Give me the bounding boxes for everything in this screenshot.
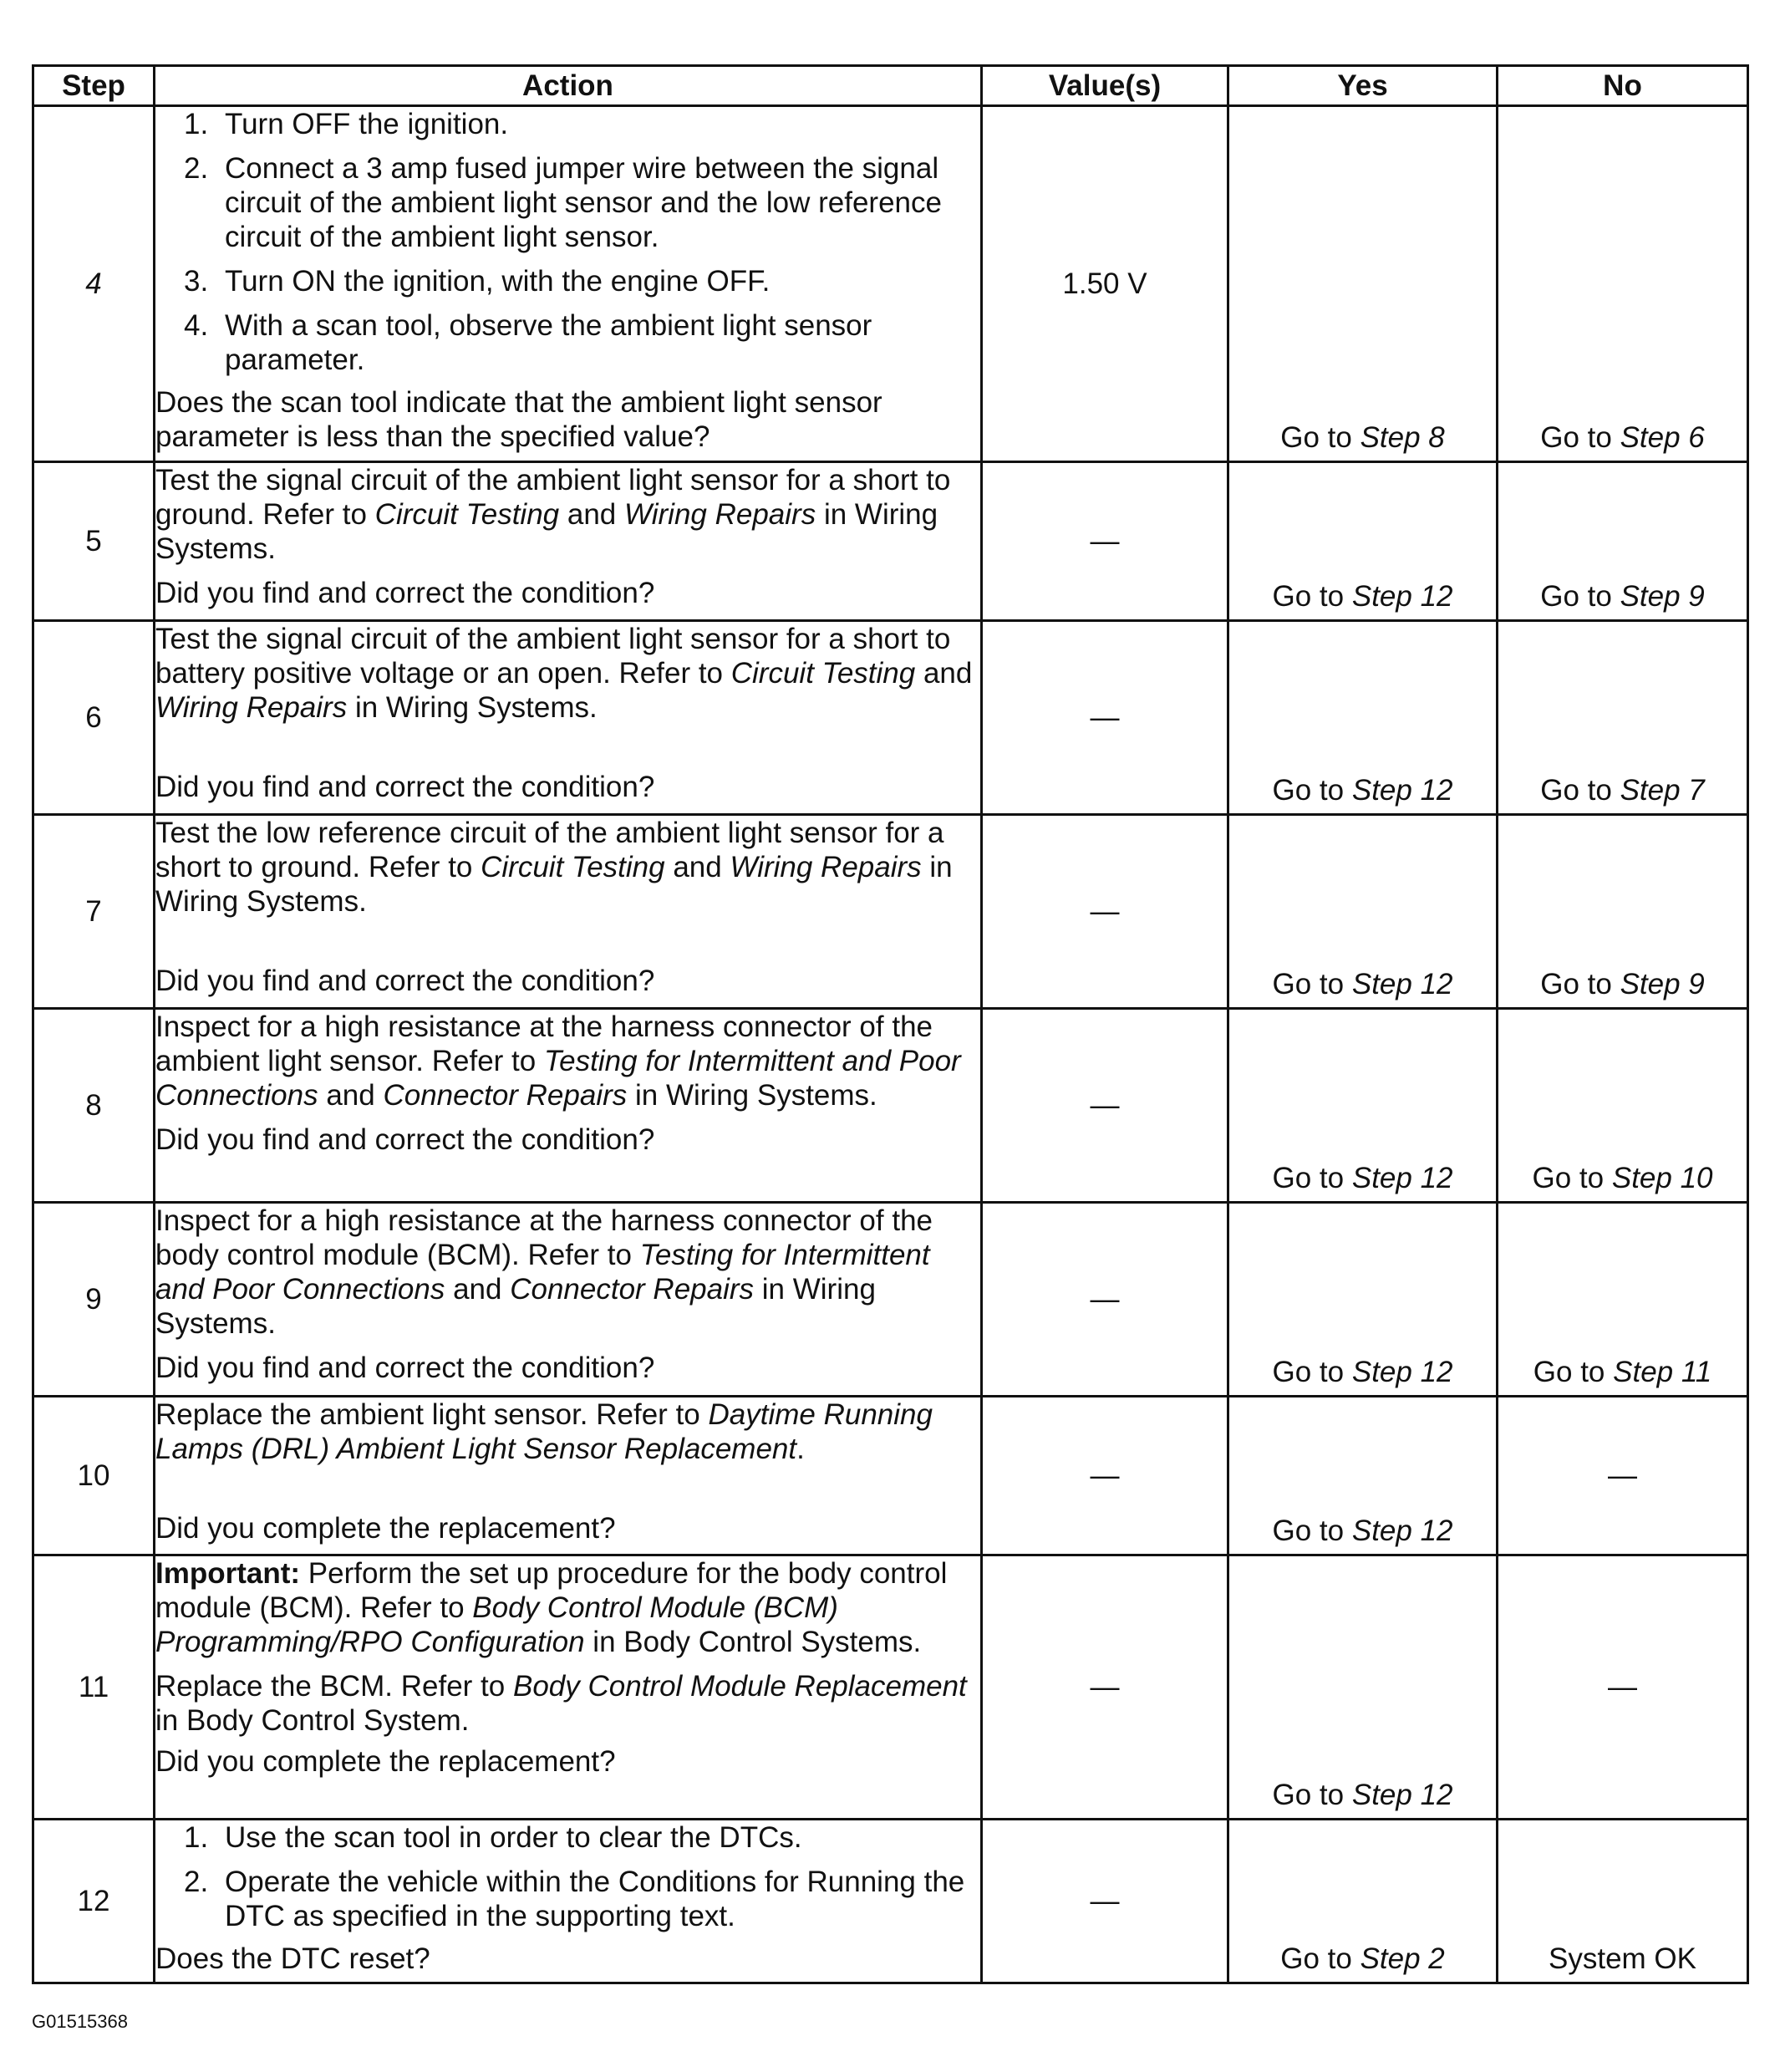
yes-cell (1228, 1009, 1498, 1203)
instruction-text: Test the signal circuit of the ambient light sensor for a short to ground. Refer to Circuit Testing and Wiring Repairs in Wiring Systems. (155, 464, 951, 565)
yes-link: Go to Step 8 (1280, 421, 1445, 454)
table-row (33, 1820, 1748, 1983)
yes-cell (1228, 1820, 1498, 1983)
reference-link: Connector Repairs (510, 1273, 755, 1306)
list-item: 4. With a scan tool, observe the ambient light sensor parameter. (184, 309, 872, 376)
no-link: Go to Step 6 (1540, 421, 1705, 454)
question-text: Did you find and correct the condition? (155, 965, 655, 997)
value-cell: — (982, 1203, 1228, 1397)
no-cell: — (1498, 1555, 1748, 1820)
yes-link: Go to Step 2 (1280, 1942, 1445, 1975)
reference-link: Circuit Testing (481, 851, 665, 883)
yes-link: Go to Step 12 (1272, 968, 1453, 1000)
header-action: Action (155, 66, 982, 106)
yes-link: Go to Step 12 (1272, 1356, 1453, 1388)
instruction-list (155, 107, 980, 377)
instruction-list (155, 1820, 980, 1933)
reference-link: Connector Repairs (383, 1079, 628, 1112)
important-note: Important: Perform the set up procedure for the body control module (BCM). Refer to Body Control Module (BCM) Programming/RPO Configuration in Body Control Systems. (155, 1557, 948, 1658)
action-cell (155, 462, 982, 621)
list-item: 2. Connect a 3 amp fused jumper wire between the signal circuit of the ambient light sensor and the low reference circuit of the ambient light sensor. (184, 152, 942, 253)
reference-link: Wiring Repairs (155, 691, 348, 724)
list-item: 2. Operate the vehicle within the Conditions for Running the DTC as specified in the supporting text. (184, 1866, 965, 1932)
table-row (33, 1555, 1748, 1820)
yes-link: Go to Step 12 (1272, 1162, 1453, 1194)
important-label: Important: (155, 1557, 301, 1590)
action-cell (155, 1397, 982, 1555)
no-cell (1498, 1820, 1748, 1983)
action-cell (155, 106, 982, 462)
header-no: No (1498, 66, 1748, 106)
table-row (33, 106, 1748, 462)
yes-cell (1228, 815, 1498, 1009)
question-text: Did you complete the replacement? (155, 1512, 616, 1545)
no-cell (1498, 815, 1748, 1009)
reference-link: Wiring Repairs (730, 851, 922, 883)
action-cell (155, 1820, 982, 1983)
header-values: Value(s) (982, 66, 1228, 106)
no-link: Go to Step 11 (1533, 1356, 1712, 1388)
step-number: 6 (33, 621, 155, 815)
yes-cell (1228, 1203, 1498, 1397)
yes-link: Go to Step 12 (1272, 1515, 1453, 1547)
step-number: 11 (33, 1555, 155, 1820)
question-text: Did you find and correct the condition? (155, 771, 655, 803)
reference-link: Testing for Intermittent and Poor Connections (155, 1239, 930, 1306)
step-number: 7 (33, 815, 155, 1009)
value-cell: — (982, 815, 1228, 1009)
value-cell: — (982, 1009, 1228, 1203)
figure-id: G01515368 (32, 2011, 128, 2032)
yes-cell (1228, 1397, 1498, 1555)
no-link: Go to Step 9 (1540, 580, 1705, 613)
question-text: Did you complete the replacement? (155, 1745, 616, 1778)
reference-link: Testing for Intermittent and Poor Connections (155, 1045, 961, 1112)
question-text: Does the scan tool indicate that the ambient light sensor parameter is less than the specified value? (155, 386, 882, 453)
no-link: Go to Step 10 (1532, 1162, 1713, 1194)
step-number: 9 (33, 1203, 155, 1397)
reference-link: Wiring Repairs (624, 498, 816, 531)
no-cell (1498, 462, 1748, 621)
no-link: Go to Step 7 (1540, 774, 1705, 807)
no-result: System OK (1549, 1942, 1696, 1975)
action-cell (155, 1203, 982, 1397)
value-cell: — (982, 462, 1228, 621)
yes-cell (1228, 621, 1498, 815)
action-cell (155, 621, 982, 815)
step-number: 4 (33, 106, 155, 462)
table-row (33, 815, 1748, 1009)
no-cell: — (1498, 1397, 1748, 1555)
step-number: 5 (33, 462, 155, 621)
value-cell: — (982, 1820, 1228, 1983)
value-cell: — (982, 1555, 1228, 1820)
reference-link: Circuit Testing (374, 498, 560, 531)
yes-cell (1228, 1555, 1498, 1820)
instruction-text: Inspect for a high resistance at the harness connector of the ambient light sensor. Refer to Testing for Intermittent and Poor Connections and Connector Repairs in Wiring Systems. (155, 1011, 961, 1112)
diagnostic-table-container (32, 64, 1749, 1984)
value-cell: — (982, 1397, 1228, 1555)
step-number: 12 (33, 1820, 155, 1983)
yes-link: Go to Step 12 (1272, 580, 1453, 613)
yes-cell (1228, 106, 1498, 462)
table-row (33, 621, 1748, 815)
diagnostic-table (32, 64, 1749, 1984)
instruction-text: Replace the ambient light sensor. Refer to Daytime Running Lamps (DRL) Ambient Light Sensor Replacement. (155, 1398, 933, 1465)
header-row (33, 66, 1748, 106)
yes-link: Go to Step 12 (1272, 774, 1453, 807)
value-cell: — (982, 621, 1228, 815)
step-number: 8 (33, 1009, 155, 1203)
reference-link: Body Control Module Replacement (512, 1670, 967, 1703)
no-cell (1498, 1009, 1748, 1203)
instruction-text: Replace the BCM. Refer to Body Control Module Replacement in Body Control System. (155, 1670, 967, 1737)
no-link: Go to Step 9 (1540, 968, 1705, 1000)
question-text: Did you find and correct the condition? (155, 1352, 655, 1384)
table-row (33, 1397, 1748, 1555)
table-row (33, 1203, 1748, 1397)
question-text: Did you find and correct the condition? (155, 577, 655, 609)
instruction-text: Test the low reference circuit of the ambient light sensor for a short to ground. Refer to Circuit Testing and Wiring Repairs in Wiring Systems. (155, 817, 953, 918)
header-step: Step (33, 66, 155, 106)
no-cell (1498, 621, 1748, 815)
reference-link: Body Control Module (BCM) Programming/RPO Configuration (155, 1591, 838, 1658)
action-cell (155, 815, 982, 1009)
table-row (33, 1009, 1748, 1203)
list-item: 3. Turn ON the ignition, with the engine OFF. (184, 265, 771, 298)
header-yes: Yes (1228, 66, 1498, 106)
step-number: 10 (33, 1397, 155, 1555)
action-cell (155, 1555, 982, 1820)
reference-link: Circuit Testing (730, 657, 916, 690)
action-cell (155, 1009, 982, 1203)
yes-cell (1228, 462, 1498, 621)
no-cell (1498, 1203, 1748, 1397)
question-text: Does the DTC reset? (155, 1942, 430, 1975)
list-item: 1. Use the scan tool in order to clear the DTCs. (184, 1821, 802, 1854)
yes-link: Go to Step 12 (1272, 1779, 1453, 1811)
no-cell (1498, 106, 1748, 462)
instruction-text: Inspect for a high resistance at the harness connector of the body control module (BCM). Refer to Testing for Intermittent and Poor Connections and Connector Repairs in Wiring Systems. (155, 1204, 933, 1340)
reference-link: Daytime Running Lamps (DRL) Ambient Light Sensor Replacement (155, 1398, 933, 1465)
instruction-text: Test the signal circuit of the ambient light sensor for a short to battery positive voltage or an open. Refer to Circuit Testing and Wiring Repairs in Wiring Systems. (155, 623, 973, 724)
table-row (33, 462, 1748, 621)
question-text: Did you find and correct the condition? (155, 1123, 655, 1156)
list-item: 1. Turn OFF the ignition. (184, 108, 509, 140)
value-cell: 1.50 V (982, 106, 1228, 462)
